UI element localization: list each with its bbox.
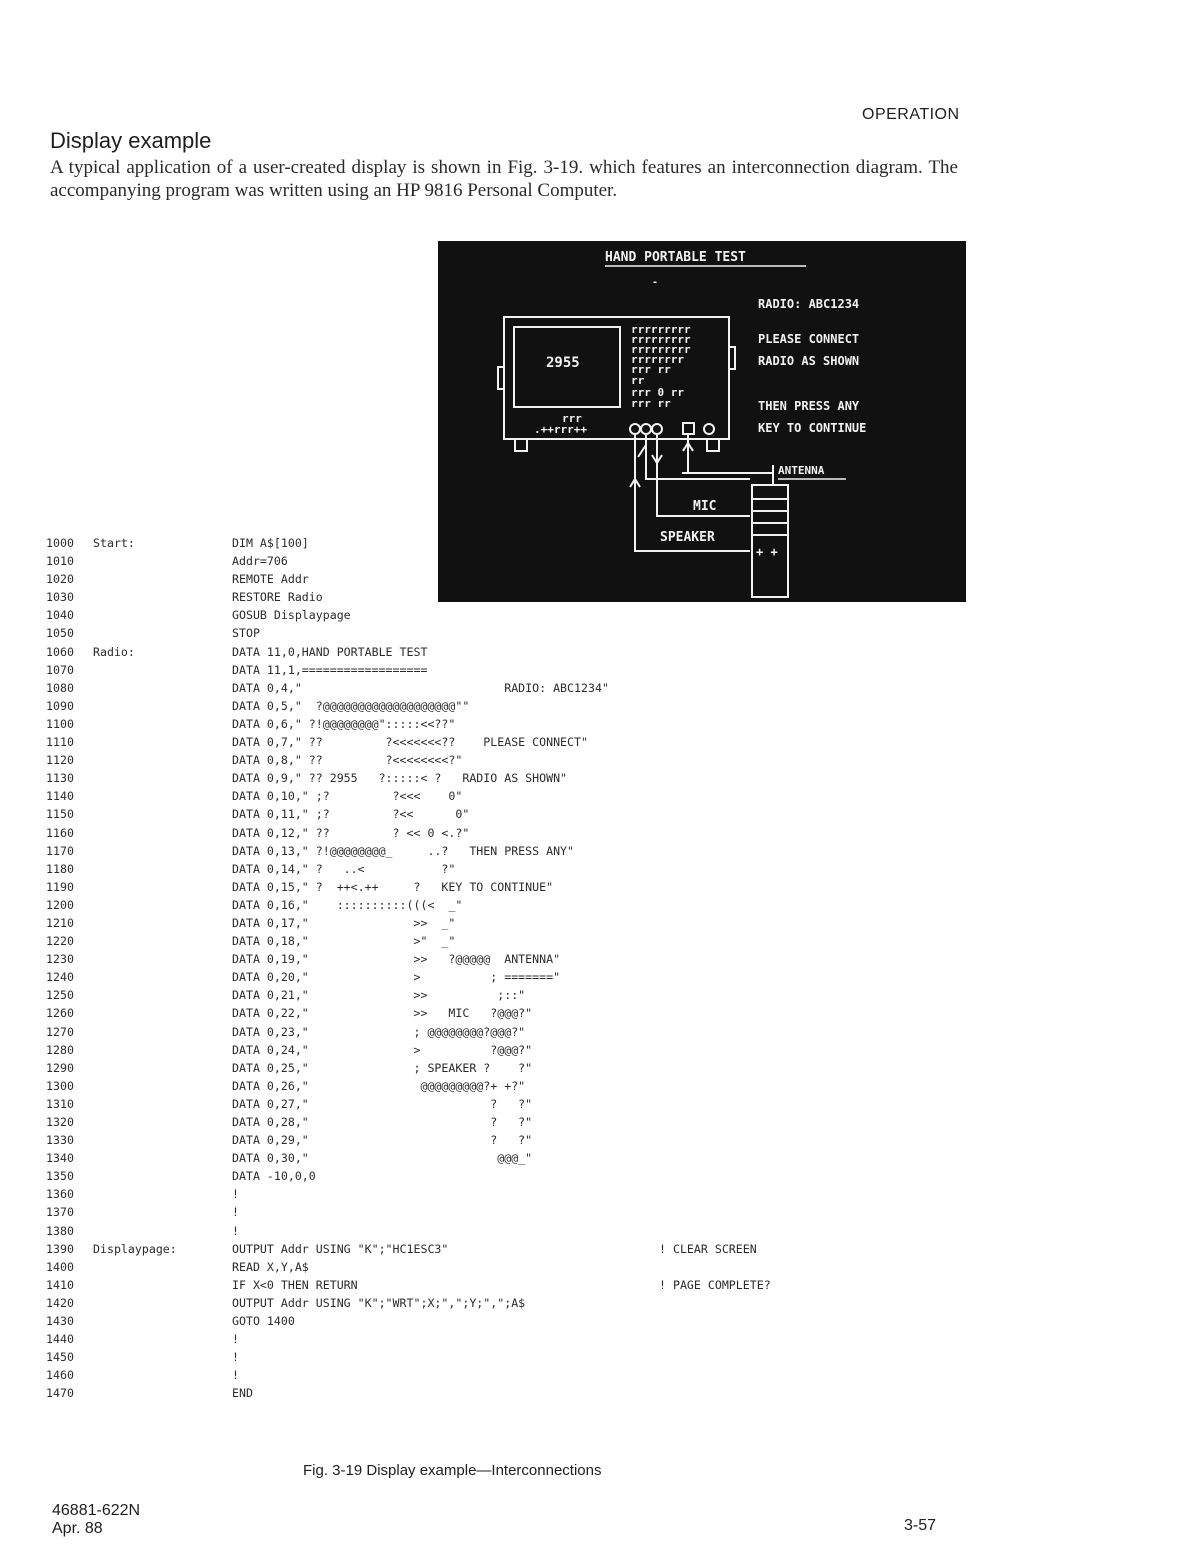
code-line: [46, 1115, 936, 1133]
line-statement: DATA 11,0,HAND PORTABLE TEST: [232, 644, 428, 659]
code-line: [46, 1043, 936, 1061]
line-statement: DATA 0,22," >> MIC ?@@@?": [232, 1006, 533, 1021]
screen-title: HAND PORTABLE TEST: [605, 250, 746, 265]
line-statement: !: [232, 1187, 239, 1202]
doc-number: 46881-622N: [52, 1502, 141, 1519]
code-line: [46, 1169, 936, 1187]
code-line: [46, 880, 936, 898]
section-tag: OPERATION: [862, 106, 960, 123]
line-number: 1280: [46, 1042, 74, 1057]
line-number: 1120: [46, 753, 74, 768]
svg-text:rrr: rrr: [562, 412, 582, 425]
code-line: [46, 1079, 936, 1097]
svg-text:rrr 0 rr: rrr 0 rr: [631, 386, 684, 399]
line-number: 1330: [46, 1133, 74, 1148]
line-statement: GOSUB Displaypage: [232, 608, 351, 623]
line-number: 1020: [46, 572, 74, 587]
code-line: [46, 717, 936, 735]
line-number: 1400: [46, 1259, 74, 1274]
code-line: [46, 988, 936, 1006]
line-statement: DATA 0,27," ? ?": [232, 1096, 533, 1111]
code-line: [46, 1224, 936, 1242]
line-statement: !: [232, 1205, 239, 1220]
page-number: 3-57: [904, 1517, 937, 1534]
line-number: 1410: [46, 1277, 74, 1292]
line-number: 1130: [46, 771, 74, 786]
line-number: 1040: [46, 608, 74, 623]
line-statement: DIM A$[100]: [232, 536, 309, 550]
line-statement: DATA 0,21," >> ;::": [232, 988, 526, 1003]
line-number: 1320: [46, 1115, 74, 1129]
line-number: 1050: [46, 626, 74, 641]
line-statement: DATA 0,13," ?!@@@@@@@@_ ..? THEN PRESS ANY": [232, 843, 575, 858]
line-number: 1450: [46, 1350, 74, 1365]
line-statement: DATA 0,24," > ?@@@?": [232, 1042, 533, 1057]
code-line: [46, 1133, 936, 1151]
code-line: [46, 1278, 936, 1296]
line-statement: DATA 0,18," >" _": [232, 934, 456, 949]
line-number: 1300: [46, 1078, 74, 1093]
code-line: [46, 699, 936, 717]
line-statement: DATA 0,26," @@@@@@@@@?+ +?": [232, 1078, 526, 1093]
code-line: [46, 807, 936, 825]
line-statement: DATA 0,23," ; @@@@@@@@?@@@?": [232, 1024, 526, 1039]
line-number: 1010: [46, 554, 74, 569]
line-number: 1200: [46, 897, 74, 912]
line-statement: DATA 0,25," ; SPEAKER ? ?": [232, 1060, 533, 1075]
line-statement: STOP: [232, 626, 260, 641]
line-number: 1250: [46, 988, 74, 1003]
doc-date: Apr. 88: [52, 1520, 103, 1537]
svg-text:rrrrrrrr: rrrrrrrr: [631, 353, 684, 366]
code-line: [46, 1386, 936, 1404]
screen-line-2: RADIO AS SHOWN: [758, 354, 860, 368]
svg-text:rrr rr: rrr rr: [631, 363, 671, 376]
code-line: [46, 1314, 936, 1332]
line-statement: READ X,Y,A$: [232, 1259, 309, 1274]
line-statement: IF X<0 THEN RETURN: [232, 1277, 358, 1292]
line-number: 1170: [46, 843, 74, 858]
line-statement: OUTPUT Addr USING "K";"WRT";X;",";Y;",";A$: [232, 1295, 526, 1310]
line-number: 1350: [46, 1169, 74, 1184]
line-number: 1470: [46, 1386, 74, 1401]
code-line: [46, 663, 936, 681]
line-statement: DATA 0,20," > ; =======": [232, 970, 561, 985]
line-statement: DATA 0,5," ?@@@@@@@@@@@@@@@@@@@"": [232, 698, 470, 713]
intro-paragraph: A typical application of a user-created display is shown in Fig. 3-19. which features an interconnection diagram. The accompanying program was written using an HP 9816 Personal Computer.: [50, 157, 958, 201]
line-label: Radio:: [93, 644, 135, 659]
line-statement: DATA 0,4," RADIO: ABC1234": [232, 680, 609, 695]
line-statement: DATA 0,8," ?? ?<<<<<<<<?": [232, 753, 463, 768]
line-comment: ! PAGE COMPLETE?: [659, 1277, 771, 1292]
svg-text:-: -: [652, 277, 659, 288]
code-line: [46, 645, 936, 663]
line-number: 1030: [46, 590, 74, 605]
line-number: 1070: [46, 662, 74, 677]
line-number: 1190: [46, 879, 74, 894]
figure-caption: Fig. 3-19 Display example—Interconnections: [303, 1462, 602, 1479]
line-statement: DATA 11,1,==================: [232, 662, 428, 677]
code-line: [46, 1025, 936, 1043]
screen-line-4: KEY TO CONTINUE: [758, 421, 867, 435]
code-line: [46, 626, 936, 644]
line-statement: DATA 0,19," >> ?@@@@@ ANTENNA": [232, 952, 561, 967]
code-line: [46, 862, 936, 880]
line-statement: !: [232, 1368, 239, 1383]
line-statement: DATA 0,11," ;? ?<< 0": [232, 807, 470, 822]
line-statement: DATA 0,9," ?? 2955 ?:::::< ? RADIO AS SHOWN": [232, 771, 568, 786]
svg-text:+ +: + +: [756, 545, 778, 559]
code-line: [46, 826, 936, 844]
svg-text:rr: rr: [631, 374, 645, 387]
screen-line-3: THEN PRESS ANY: [758, 399, 860, 413]
page-heading: Display example: [50, 128, 212, 153]
line-number: 1180: [46, 861, 74, 876]
line-statement: !: [232, 1223, 239, 1238]
line-number: 1060: [46, 644, 74, 659]
code-line: [46, 970, 936, 988]
code-line: [46, 1260, 936, 1278]
line-statement: RESTORE Radio: [232, 590, 323, 605]
code-line: [46, 753, 936, 771]
line-statement: REMOTE Addr: [232, 572, 309, 587]
code-line: [46, 771, 936, 789]
code-line: [46, 916, 936, 934]
screen-device-label: 2955: [546, 355, 580, 371]
code-line: [46, 608, 936, 626]
code-line: [46, 1187, 936, 1205]
code-line: [46, 681, 936, 699]
line-statement: END: [232, 1386, 253, 1401]
line-number: 1100: [46, 716, 74, 731]
screen-line-1: PLEASE CONNECT: [758, 332, 860, 346]
screen-mic-label: MIC: [693, 499, 717, 514]
code-line: [46, 1332, 936, 1350]
line-statement: GOTO 1400: [232, 1314, 295, 1329]
line-number: 1340: [46, 1151, 74, 1166]
line-number: 1430: [46, 1314, 74, 1329]
code-line: [46, 554, 936, 572]
line-statement: DATA 0,28," ? ?": [232, 1115, 533, 1129]
line-label: Start:: [93, 536, 135, 550]
screen-radio-id: RADIO: ABC1234: [758, 297, 860, 311]
code-line: [46, 898, 936, 916]
screen-speaker-label: SPEAKER: [660, 530, 715, 545]
code-line: [46, 1151, 936, 1169]
line-number: 1260: [46, 1006, 74, 1021]
line-statement: DATA 0,15," ? ++<.++ ? KEY TO CONTINUE": [232, 879, 554, 894]
program-listing: [46, 536, 936, 1405]
line-statement: OUTPUT Addr USING "K";"HC1ESC3": [232, 1241, 449, 1256]
line-number: 1360: [46, 1187, 74, 1202]
line-statement: Addr=706: [232, 554, 288, 569]
line-comment: ! CLEAR SCREEN: [659, 1241, 757, 1256]
line-number: 1290: [46, 1060, 74, 1075]
code-line: [46, 952, 936, 970]
line-statement: !: [232, 1332, 239, 1347]
line-number: 1370: [46, 1205, 74, 1220]
line-number: 1230: [46, 952, 74, 967]
line-number: 1380: [46, 1223, 74, 1238]
line-statement: DATA 0,10," ;? ?<<< 0": [232, 789, 463, 804]
code-line: [46, 844, 936, 862]
line-number: 1150: [46, 807, 74, 822]
line-statement: DATA 0,14," ? ..< ?": [232, 861, 456, 876]
line-statement: !: [232, 1350, 239, 1365]
line-statement: DATA 0,29," ? ?": [232, 1133, 533, 1148]
code-line: [46, 1350, 936, 1368]
line-number: 1110: [46, 735, 74, 750]
code-line: [46, 572, 936, 590]
line-number: 1240: [46, 970, 74, 985]
line-statement: DATA 0,16," ::::::::::(((< _": [232, 897, 463, 912]
line-number: 1160: [46, 825, 74, 840]
line-number: 1090: [46, 698, 74, 713]
code-line: [46, 590, 936, 608]
code-line: [46, 1242, 936, 1260]
line-number: 1310: [46, 1096, 74, 1111]
line-number: 1080: [46, 680, 74, 695]
line-number: 1420: [46, 1295, 74, 1310]
line-statement: DATA 0,7," ?? ?<<<<<<<?? PLEASE CONNECT": [232, 735, 588, 750]
line-statement: DATA 0,30," @@@_": [232, 1151, 533, 1166]
code-line: [46, 1097, 936, 1115]
footer-doc-id: [52, 1502, 140, 1538]
svg-text:rrrrrrrrr: rrrrrrrrr: [631, 333, 691, 346]
code-line: [46, 1205, 936, 1223]
svg-text:rrrrrrrrr: rrrrrrrrr: [631, 323, 691, 336]
code-line: [46, 789, 936, 807]
svg-text:rrrrrrrrr: rrrrrrrrr: [631, 343, 691, 356]
svg-text:.++rrr++: .++rrr++: [534, 423, 587, 436]
code-line: [46, 1368, 936, 1386]
line-number: 1460: [46, 1368, 74, 1383]
line-number: 1210: [46, 915, 74, 930]
line-statement: DATA 0,6," ?!@@@@@@@@":::::<<??": [232, 716, 456, 731]
code-line: [46, 1296, 936, 1314]
code-line: [46, 735, 936, 753]
code-line: [46, 1061, 936, 1079]
code-line: [46, 934, 936, 952]
screen-antenna-label: ANTENNA: [778, 464, 825, 477]
line-label: Displaypage:: [93, 1241, 177, 1256]
line-statement: DATA 0,12," ?? ? << 0 <.?": [232, 825, 470, 840]
line-number: 1390: [46, 1241, 74, 1256]
line-number: 1270: [46, 1024, 74, 1039]
line-number: 1000: [46, 536, 74, 550]
line-number: 1440: [46, 1332, 74, 1347]
code-line: [46, 1006, 936, 1024]
line-number: 1140: [46, 789, 74, 804]
code-line: [46, 536, 936, 554]
line-statement: DATA -10,0,0: [232, 1169, 316, 1184]
line-number: 1220: [46, 934, 74, 949]
svg-text:rrr rr: rrr rr: [631, 397, 671, 410]
line-statement: DATA 0,17," >> _": [232, 915, 456, 930]
